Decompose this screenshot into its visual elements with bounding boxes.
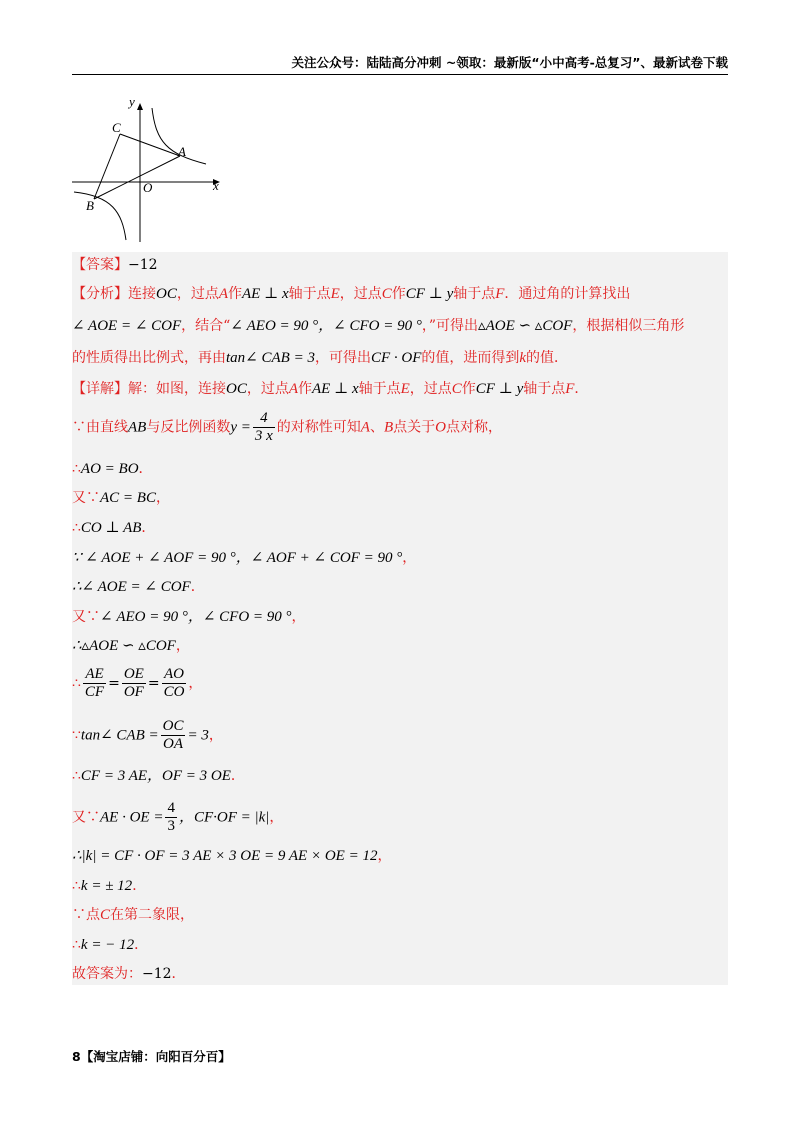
math: ▵AOE ∽ ▵COF xyxy=(478,318,573,334)
line-ab xyxy=(94,156,180,199)
math: = xyxy=(147,675,160,692)
math: AE ⊥ x xyxy=(312,381,359,397)
hyperbola-branch-2 xyxy=(74,192,126,240)
final-answer xyxy=(72,964,186,984)
math: k = ± 12 xyxy=(80,878,133,894)
step-9 xyxy=(72,666,202,701)
step-text: ， xyxy=(155,490,170,506)
denominator: OA xyxy=(163,736,184,752)
math: CF ⊥ y xyxy=(405,286,454,302)
step-text: ， xyxy=(188,675,203,692)
math: k = − 12 xyxy=(80,937,135,953)
analysis-text: ，”可得出 xyxy=(421,318,479,334)
analysis-text: 连接 xyxy=(128,286,156,302)
analysis-text: 的值． xyxy=(526,350,569,366)
math: tan∠ CAB = xyxy=(80,727,159,744)
math: AC = BC xyxy=(100,490,156,506)
line-ca xyxy=(120,134,180,156)
step-text: 又∵ xyxy=(72,609,100,625)
math: CF ⊥ y xyxy=(475,381,524,397)
step-text: ∴ xyxy=(72,520,81,536)
step-text: ∵ xyxy=(72,727,81,744)
math: ∠ AEO = 90 °，∠ CFO = 90 ° xyxy=(230,318,422,334)
step-16 xyxy=(72,935,148,955)
math: A xyxy=(218,286,229,302)
math: ∠ AEO = 90 °，∠ CFO = 90 ° xyxy=(100,609,292,625)
analysis-text: ，可得出 xyxy=(314,350,371,366)
numerator: OC xyxy=(162,718,184,734)
analysis-text: 作 xyxy=(228,286,243,302)
analysis-line-2 xyxy=(72,316,684,336)
fraction xyxy=(122,666,146,701)
numerator: AE xyxy=(83,666,106,684)
step-text: ∵由直线 xyxy=(72,419,128,436)
math: E xyxy=(330,286,340,302)
step-text: ， xyxy=(377,848,392,864)
detail-text: ． xyxy=(574,381,589,397)
math: C xyxy=(100,907,111,923)
step-1 xyxy=(72,410,502,445)
math: A xyxy=(288,381,299,397)
answer-tag: 【答案】 xyxy=(72,257,128,273)
math: ∠ AOE = ∠ COF xyxy=(72,318,182,334)
step-text: ， xyxy=(208,727,223,744)
math: A xyxy=(360,419,370,436)
math: O xyxy=(435,419,446,436)
fraction xyxy=(161,718,186,753)
step-text: 又∵ xyxy=(72,490,100,506)
math: OC xyxy=(226,381,247,397)
numerator: 4 xyxy=(253,410,275,428)
fraction xyxy=(162,666,187,701)
step-text: ． xyxy=(134,937,149,953)
math: y = xyxy=(230,419,251,436)
label-x: x xyxy=(213,178,219,193)
step-15 xyxy=(72,905,194,925)
analysis-text: ，过点 xyxy=(176,286,219,302)
math: AE ⊥ x xyxy=(242,286,289,302)
denominator: CF xyxy=(84,684,105,700)
page-footer xyxy=(72,1047,231,1065)
step-text: ． xyxy=(138,461,153,477)
fraction xyxy=(253,410,275,445)
math: AB xyxy=(128,419,147,436)
analysis-text: 轴于点 xyxy=(288,286,331,302)
math: ，CF·OF = |k| xyxy=(178,809,270,826)
label-y: y xyxy=(129,94,135,109)
step-text: 点对称， xyxy=(445,419,502,436)
math: CF = 3 AE，OF = 3 OE xyxy=(80,768,231,784)
step-text: ， xyxy=(175,638,190,654)
math: ∴|k| = CF · OF = 3 AE × 3 OE = 9 AE × OE = 12 xyxy=(72,848,378,864)
analysis-line-3 xyxy=(72,348,568,368)
step-text: 又∵ xyxy=(72,809,100,826)
step-5 xyxy=(72,548,416,568)
math: C xyxy=(381,286,392,302)
math: E xyxy=(400,381,410,397)
step-12 xyxy=(72,800,283,835)
math: C xyxy=(451,381,462,397)
analysis-text: ，过点 xyxy=(339,286,382,302)
step-3 xyxy=(72,488,170,508)
math: AE · OE = xyxy=(100,809,164,826)
numerator: 4 xyxy=(167,800,175,816)
step-text: ∴ xyxy=(72,675,81,692)
step-text: 与反比例函数 xyxy=(146,419,231,436)
step-text: 的对称性可知 xyxy=(276,419,361,436)
detail-text: 作 xyxy=(461,381,476,397)
y-axis-arrow xyxy=(137,103,143,110)
math: OC xyxy=(156,286,177,302)
math: tan∠ CAB = 3 xyxy=(226,350,315,366)
math: = 3 xyxy=(187,727,209,744)
detail-text: ，过点 xyxy=(409,381,452,397)
step-14 xyxy=(72,876,146,896)
numerator: AO xyxy=(162,666,187,684)
label-a: A xyxy=(178,144,186,159)
figure-svg xyxy=(72,92,232,242)
detail-text: 作 xyxy=(298,381,313,397)
detail-text: ，过点 xyxy=(246,381,289,397)
analysis-text: ．通过角的计算找出 xyxy=(504,286,631,302)
detail-line-1 xyxy=(72,379,588,399)
footer-text: 【淘宝店铺：向阳百分百】 xyxy=(80,1049,231,1064)
page-header xyxy=(72,54,728,75)
math: CO ⊥ AB xyxy=(80,520,142,536)
step-text: 点关于 xyxy=(393,419,436,436)
step-11 xyxy=(72,766,245,786)
step-text: ． xyxy=(230,768,245,784)
analysis-text: ，结合“ xyxy=(181,318,231,334)
final-text: ． xyxy=(171,966,186,982)
step-6 xyxy=(72,577,205,597)
step-text: ∴ xyxy=(72,768,81,784)
step-7 xyxy=(72,607,306,627)
fraction xyxy=(165,800,177,835)
step-text: 、 xyxy=(369,419,384,436)
math: F xyxy=(565,381,575,397)
detail-text: 轴于点 xyxy=(358,381,401,397)
step-10 xyxy=(72,718,223,753)
page-number: 8 xyxy=(72,1049,81,1064)
step-4 xyxy=(72,518,155,538)
step-text: ． xyxy=(141,520,156,536)
step-text: ∵点 xyxy=(72,907,100,923)
answer-line xyxy=(72,255,158,275)
step-text: ∴ xyxy=(72,937,81,953)
math: ∵ ∠ AOE + ∠ AOF = 90 °，∠ AOF + ∠ COF = 90 ° xyxy=(72,550,403,566)
analysis-text: ，根据相似三角形 xyxy=(572,318,685,334)
step-text: ， xyxy=(291,609,306,625)
detail-text: 解：如图，连接 xyxy=(128,381,226,397)
math: F xyxy=(495,286,505,302)
analysis-line-1 xyxy=(72,284,630,304)
math: AO = BO xyxy=(80,461,139,477)
step-8 xyxy=(72,636,190,656)
numerator: OE xyxy=(123,666,144,682)
step-text: ∴ xyxy=(72,878,81,894)
label-o: O xyxy=(143,180,153,195)
step-text: 在第二象限， xyxy=(110,907,195,923)
header-text: 关注公众号：陆陆高分冲刺 ~领取：最新版“小中高考-总复习”、最新试卷下载 xyxy=(291,55,728,70)
answer-value: −12 xyxy=(128,257,158,273)
analysis-text: 的性质得出比例式，再由 xyxy=(72,350,226,366)
denominator: 3 x xyxy=(254,428,273,444)
step-text: ， xyxy=(269,809,284,826)
math: k xyxy=(519,350,527,366)
math: = xyxy=(108,675,120,692)
detail-text: 轴于点 xyxy=(523,381,566,397)
label-c: C xyxy=(112,120,121,135)
denominator: CO xyxy=(163,684,185,700)
analysis-text: 轴于点 xyxy=(453,286,496,302)
label-b: B xyxy=(86,198,94,213)
math: B xyxy=(383,419,394,436)
step-text: ． xyxy=(132,878,147,894)
denominator: OF xyxy=(123,684,144,700)
analysis-text: 的值，进而得到 xyxy=(421,350,520,366)
geometry-figure xyxy=(72,92,232,242)
denominator: 3 xyxy=(167,818,175,834)
analysis-tag: 【分析】 xyxy=(72,286,128,302)
fraction xyxy=(83,666,106,701)
step-text: ， xyxy=(402,550,417,566)
math: ∴∠ AOE = ∠ COF xyxy=(72,579,191,595)
step-2 xyxy=(72,459,153,479)
detail-tag: 【详解】 xyxy=(72,381,128,397)
math: CF · OF xyxy=(370,350,422,366)
step-text: ． xyxy=(190,579,205,595)
step-text: ∴ xyxy=(72,461,81,477)
math: ∴▵AOE ∽ ▵COF xyxy=(72,638,176,654)
line-bc xyxy=(94,134,120,199)
final-text: 故答案为： xyxy=(72,966,142,982)
final-value: −12 xyxy=(142,966,172,982)
analysis-text: 作 xyxy=(391,286,406,302)
step-13 xyxy=(72,846,391,866)
